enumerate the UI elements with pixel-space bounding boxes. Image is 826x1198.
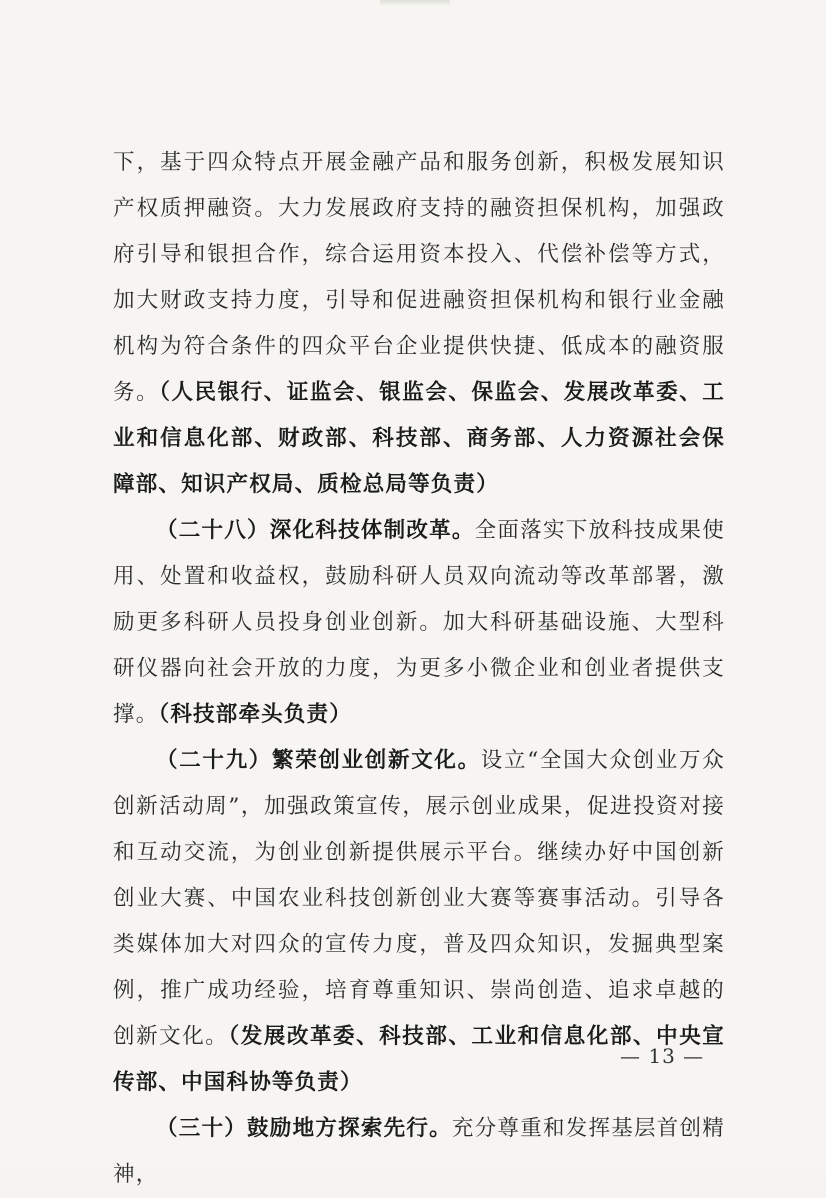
scan-mark (380, 0, 450, 6)
paragraph-1-responsible: （人民银行、证监会、银监会、保监会、发展改革委、工业和信息化部、财政部、科技部、商务部、人力资源社会保障部、知识产权局、质检总局等负责） (113, 380, 725, 497)
paragraph-2-responsible: （科技部牵头负责） (158, 702, 352, 727)
document-body (113, 140, 725, 1198)
paragraph-4 (113, 1106, 725, 1198)
paragraph-2 (113, 508, 725, 738)
paragraph-2-heading: （二十八）深化科技体制改革。 (156, 518, 475, 543)
paragraph-1-text: 下，基于四众特点开展金融产品和服务创新，积极发展知识产权质押融资。大力发展政府支持的融资担保机构，加强政府引导和银担合作，综合运用资本投入、代偿补偿等方式，加大财政支持力度，引导和促进融资担保机构和银行业金融机构为符合条件的四众平台企业提供快捷、低成本的融资服务。 (113, 150, 725, 405)
paragraph-4-heading: （三十）鼓励地方探索先行。 (156, 1116, 452, 1141)
paragraph-3-heading: （二十九）繁荣创业创新文化。 (156, 748, 481, 773)
paragraph-2-text: 全面落实下放科技成果使用、处置和收益权，鼓励科研人员双向流动等改革部署，激励更多科研人员投身创业创新。加大科研基础设施、大型科研仪器向社会开放的力度，为更多小微企业和创业者提供支撑。 (113, 518, 725, 727)
paragraph-4-text: 充分尊重和发挥基层首创精神， (113, 1116, 725, 1187)
paragraph-3-responsible: （发展改革委、科技部、工业和信息化部、中央宣传部、中国科协等负责） (113, 1024, 725, 1095)
paragraph-3-text: 设立“全国大众创业万众创新活动周”，加强政策宣传，展示创业成果，促进投资对接和互动交流，为创业创新提供展示平台。继续办好中国创新创业大赛、中国农业科技创新创业大赛等赛事活动。引导各类媒体加大对四众的宣传力度，普及四众知识，发掘典型案例，推广成功经验，培育尊重知识、崇尚创造、追求卓越的创新文化。 (113, 748, 725, 1049)
paragraph-1 (113, 140, 725, 508)
page-number: — 13 — (620, 1044, 705, 1068)
